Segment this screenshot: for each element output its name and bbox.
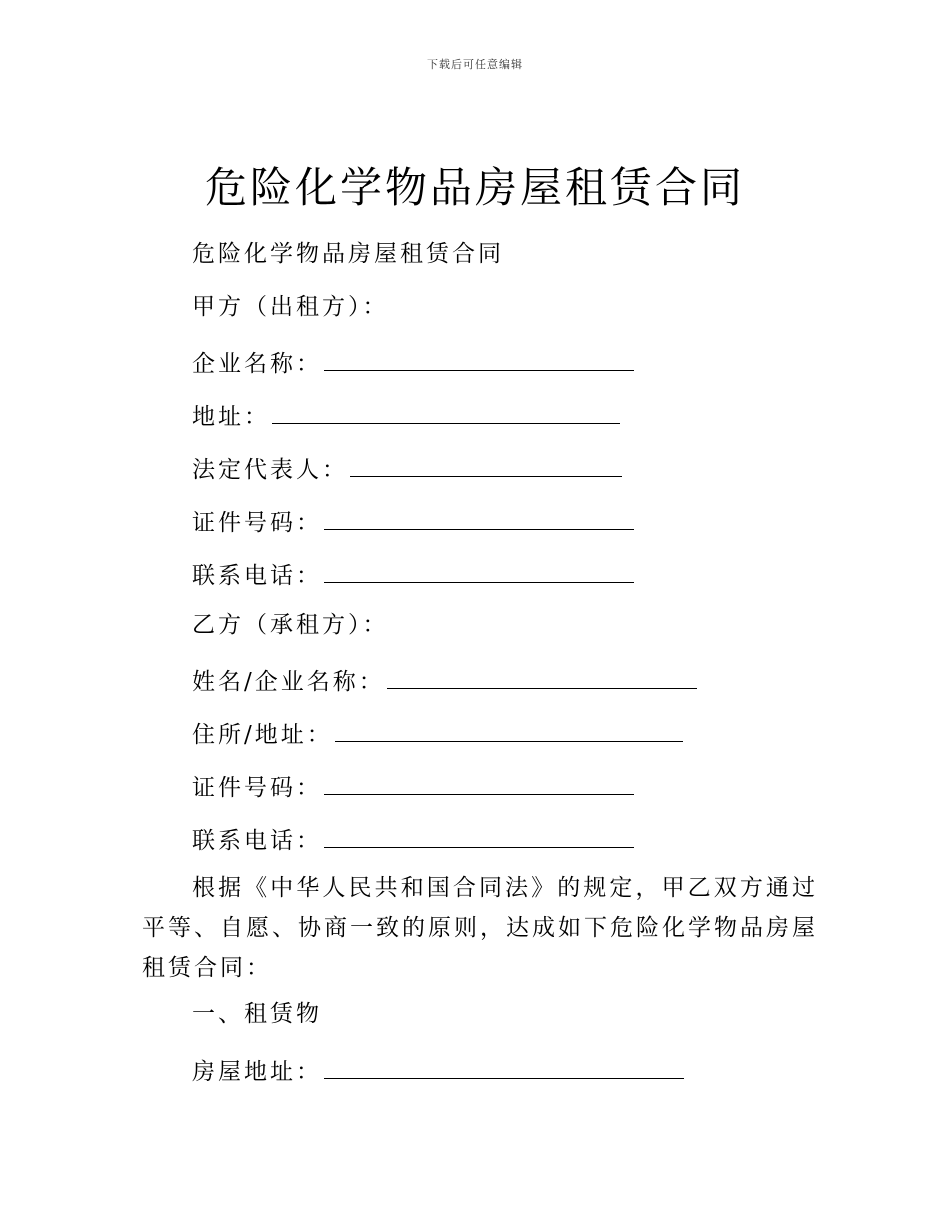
party-b-id-number-row [192, 768, 634, 804]
party-a-legal-rep-blank[interactable] [350, 450, 622, 477]
party-a-company-name-blank[interactable] [324, 344, 634, 371]
party-a-company-name-row [192, 344, 634, 380]
party-a-id-number-label: 证件号码： [192, 510, 322, 536]
subtitle-text: 危险化学物品房屋租赁合同 [192, 241, 504, 267]
party-b-heading [192, 609, 389, 641]
party-b-residence-blank[interactable] [335, 715, 683, 742]
party-a-heading [192, 291, 389, 323]
party-b-phone-label: 联系电话： [192, 828, 322, 854]
party-a-address-blank[interactable] [272, 397, 620, 424]
party-a-phone-blank[interactable] [324, 556, 634, 583]
house-address-blank[interactable] [324, 1052, 684, 1079]
party-a-address-label: 地址： [192, 404, 270, 430]
document-title: 危险化学物品房屋租赁合同 [204, 163, 745, 212]
party-a-address-row [192, 397, 620, 433]
party-a-id-number-blank[interactable] [324, 503, 634, 530]
party-a-legal-rep-label: 法定代表人： [192, 457, 348, 483]
party-b-name-label: 姓名/企业名称： [192, 669, 385, 695]
house-address-label: 房屋地址： [192, 1059, 322, 1085]
party-b-phone-blank[interactable] [324, 821, 634, 848]
party-b-residence-label: 住所/地址： [192, 722, 333, 748]
party-b-name-blank[interactable] [387, 662, 697, 689]
party-b-residence-row [192, 715, 683, 751]
party-b-phone-row [192, 821, 634, 857]
party-a-company-name-label: 企业名称： [192, 351, 322, 377]
party-a-id-number-row [192, 503, 634, 539]
house-address-row [192, 1052, 684, 1088]
party-b-heading-text: 乙方（承租方）： [192, 612, 389, 638]
section-1-heading [192, 998, 322, 1030]
party-b-id-number-blank[interactable] [324, 768, 634, 795]
intro-paragraph: 根据《中华人民共和国合同法》的规定，甲乙双方通过平等、自愿、协商一致的原则，达成如下危险化学物品房屋租赁合同： [142, 875, 818, 981]
party-a-phone-row [192, 556, 634, 592]
section-1-heading-text: 一、租赁物 [192, 1001, 322, 1027]
document-subtitle [192, 238, 504, 270]
party-a-heading-text: 甲方（出租方）： [192, 294, 389, 320]
party-a-phone-label: 联系电话： [192, 563, 322, 589]
party-b-name-row [192, 662, 697, 698]
party-b-id-number-label: 证件号码： [192, 775, 322, 801]
party-a-legal-rep-row [192, 450, 622, 486]
header-note: 下载后可任意编辑 [427, 58, 523, 71]
